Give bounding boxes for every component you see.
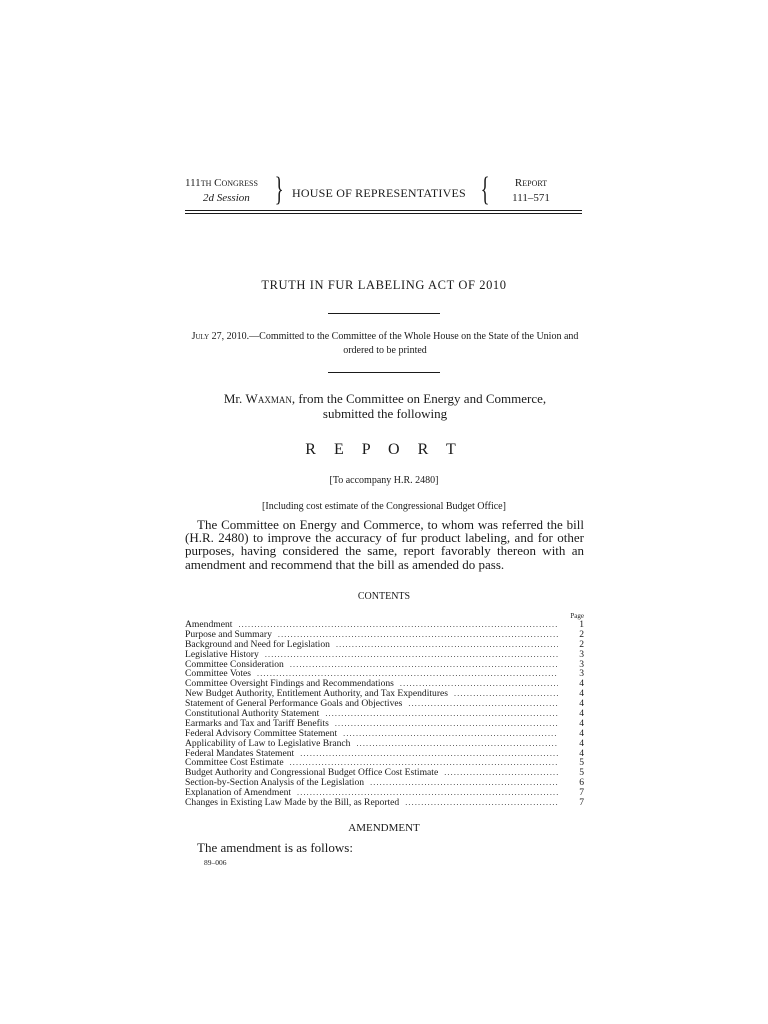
toc-page-number: 5 [579, 757, 584, 769]
submitted-line2: submitted the following [322, 406, 448, 421]
report-label: Report [514, 177, 548, 189]
toc-page-number: 4 [579, 688, 584, 700]
toc-page-number: 6 [579, 777, 584, 789]
toc-leader-dots [356, 739, 558, 749]
table-of-contents [185, 620, 584, 808]
amendment-heading: AMENDMENT [348, 822, 420, 834]
toc-leader-dots [336, 640, 558, 650]
amendment-intro: The amendment is as follows: [197, 840, 353, 855]
toc-page-number: 1 [579, 619, 584, 630]
left-brace: { [480, 171, 490, 208]
toc-label: Committee Cost Estimate [185, 757, 284, 769]
toc-label: Changes in Existing Law Made by the Bill, as Reported [185, 797, 400, 809]
toc-page-number: 7 [579, 797, 584, 809]
toc-page-number: 3 [579, 668, 584, 680]
session: 2d Session [203, 192, 250, 204]
toc-label: Applicability of Law to Legislative Branch [185, 737, 351, 749]
congress-word: Congress [214, 177, 258, 189]
report-number: 111–571 [512, 192, 550, 204]
toc-label: Background and Need for Legislation [185, 638, 330, 650]
toc-page-number: 4 [579, 698, 584, 710]
submitted-by [190, 391, 580, 421]
congress-number: 111 [185, 177, 201, 189]
toc-page-number: 5 [579, 767, 584, 779]
toc-label: Federal Advisory Committee Statement [185, 727, 338, 739]
toc-label: Purpose and Summary [185, 628, 272, 640]
toc-leader-dots [405, 798, 558, 808]
toc-page-number: 4 [579, 737, 584, 749]
body-paragraph: The Committee on Energy and Commerce, to whom was referred the bill (H.R. 2480) to improve the accuracy of fur product labeling, and for other purposes, having considered the same, report favorably thereon with an amendment and recommend that the bill as amended do pass. [185, 517, 584, 572]
right-brace: } [274, 171, 284, 208]
document-code: 89–006 [204, 858, 227, 867]
toc-leader-dots [408, 699, 558, 709]
toc-leader-dots [300, 749, 558, 759]
toc-label: Committee Votes [185, 668, 252, 680]
toc-page-number: 2 [579, 638, 584, 650]
toc-page-number: 3 [579, 658, 584, 670]
toc-leader-dots [454, 689, 558, 699]
report-heading: R E P O R T [305, 441, 463, 458]
toc-label: Statement of General Performance Goals and Objectives [185, 698, 403, 710]
toc-row [185, 798, 584, 808]
toc-leader-dots [370, 778, 558, 788]
toc-label: Amendment [185, 619, 233, 630]
submitted-suffix: , from the Committee on Energy and Commerce, [291, 391, 547, 406]
committed-text: 27, 2010.—Committed to the Committee of the Whole House on the State of the Union and ordered to be printed [209, 331, 579, 356]
including-note: [Including cost estimate of the Congressional Budget Office] [262, 501, 506, 512]
toc-leader-dots [325, 709, 558, 719]
act-title: TRUTH IN FUR LABELING ACT OF 2010 [261, 278, 507, 292]
submitted-prefix: Mr. [223, 391, 246, 406]
title-rule [328, 313, 440, 314]
toc-label: Section-by-Section Analysis of the Legislation [185, 777, 365, 789]
toc-page-number: 4 [579, 708, 584, 720]
toc-page-number: 4 [579, 678, 584, 690]
committed-rule [328, 372, 440, 373]
toc-label: Budget Authority and Congressional Budget Office Cost Estimate [185, 767, 439, 779]
toc-label: Federal Mandates Statement [185, 747, 295, 759]
toc-label: Legislative History [185, 648, 259, 660]
member-name: Waxman [245, 391, 292, 406]
toc-label: Earmarks and Tax and Tariff Benefits [185, 717, 329, 729]
toc-leader-dots [265, 650, 558, 660]
contents-heading: CONTENTS [357, 591, 411, 602]
toc-leader-dots [290, 660, 558, 670]
toc-leader-dots [444, 768, 558, 778]
congress-session [185, 176, 277, 206]
toc-label: Committee Oversight Findings and Recommendations [185, 678, 394, 690]
toc-page-number: 2 [579, 628, 584, 640]
committed-notice [190, 330, 580, 358]
report-header [185, 171, 582, 210]
toc-label: Constitutional Authority Statement [185, 708, 320, 720]
house-name: HOUSE OF REPRESENTATIVES [292, 186, 466, 200]
toc-label: New Budget Authority, Entitlement Authority, and Tax Expenditures [185, 688, 449, 700]
toc-label: Explanation of Amendment [185, 787, 292, 799]
header-double-rule [185, 210, 582, 214]
toc-page-number: 4 [579, 747, 584, 759]
committed-month: July [191, 331, 210, 342]
page-column-label: Page [570, 612, 584, 620]
toc-leader-dots [335, 719, 558, 729]
congress-suffix: th [200, 177, 212, 189]
toc-page-number: 4 [579, 727, 584, 739]
accompany-note: [To accompany H.R. 2480] [329, 475, 439, 486]
toc-leader-dots [238, 620, 558, 630]
toc-page-number: 3 [579, 648, 584, 660]
report-number-block [507, 176, 555, 206]
toc-leader-dots [343, 729, 558, 739]
toc-label: Committee Consideration [185, 658, 284, 670]
toc-page-number: 4 [579, 717, 584, 729]
toc-page-number: 7 [579, 787, 584, 799]
